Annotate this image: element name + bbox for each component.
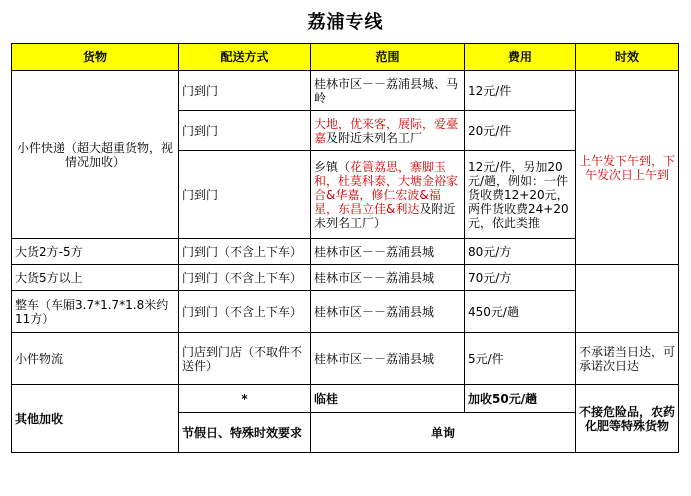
cost-cell: 450元/趟 [465,291,576,333]
scope-prefix-text: 乡镇（ [314,159,351,174]
delivery-cell: 门到门（不含上下车） [179,291,311,333]
scope-cell: 桂林市区－－荔浦县城、马岭 [311,71,465,111]
goods-cell: 大货5方以上 [12,265,179,291]
table-row [12,265,679,291]
delivery-cell: 门店到门店（不取件不送件） [179,333,311,385]
scope-cell [311,151,465,239]
delivery-cell: 门到门 [179,151,311,239]
scope-red-text: 花篢荔思，寨脚玉和，杜莫科泰，大塘金裕家合&华嘉，修仁宏波&福星，东昌立佳&利达 [314,159,459,216]
table-row [12,71,679,111]
surcharge-note: 不接危险品，农药化肥等特殊货物 [576,385,679,453]
goods-cell: 大货2方-5方 [12,239,179,265]
header-delivery: 配送方式 [179,44,311,71]
scope-black-text: 及附近未列名工厂 [326,130,423,145]
delivery-cell: * [179,385,311,413]
delivery-cell: 门到门（不含上下车） [179,239,311,265]
cost-cell: 5元/件 [465,333,576,385]
scope-cell: 桂林市区－－荔浦县城 [311,291,465,333]
header-cost: 费用 [465,44,576,71]
goods-surcharge: 其他加收 [12,385,179,453]
header-goods: 货物 [12,44,179,71]
cost-cell: 12元/件 [465,71,576,111]
delivery-cell: 门到门 [179,71,311,111]
goods-cell: 整车（车厢3.7*1.7*1.8米约11方） [12,291,179,333]
scope-cell: 桂林市区－－荔浦县城 [311,239,465,265]
scope-cell: 桂林市区－－荔浦县城 [311,265,465,291]
cost-cell: 12元/件，另加20元/趟，例如：一件货收费12+20元，两件货收费24+20元，依此类推 [465,151,576,239]
scope-black-text: 及附近未列名工厂） [314,201,456,230]
table-row [12,333,679,385]
rates-table [11,43,679,453]
scope-red-text: 大地，优来客，展际，爱臺嘉 [314,116,459,145]
goods-cell: 小件物流 [12,333,179,385]
scope-cell: 桂林市区－－荔浦县城 [311,333,465,385]
timeliness-empty [576,265,679,333]
timeliness-small-express: 上午发下午到，下午发次日上午到 [576,71,679,265]
scope-cell [311,111,465,151]
page-title: 荔浦专线 [307,12,384,33]
cost-cell: 单询 [311,413,576,453]
cost-cell: 80元/方 [465,239,576,265]
header-timeliness: 时效 [576,44,679,71]
goods-small-express: 小件快递（超大超重货物，视情况加收） [12,71,179,239]
cost-cell: 70元/方 [465,265,576,291]
delivery-cell: 门到门（不含上下车） [179,265,311,291]
delivery-cell: 门到门 [179,111,311,151]
scope-cell: 临桂 [311,385,465,413]
cost-cell: 加收50元/趟 [465,385,576,413]
timeliness-cell: 不承诺当日达，可承诺次日达 [576,333,679,385]
delivery-cell: 节假日、特殊时效要求 [179,413,311,453]
header-scope: 范围 [311,44,465,71]
table-row [12,385,679,413]
cost-cell: 20元/件 [465,111,576,151]
header-row [12,44,679,71]
